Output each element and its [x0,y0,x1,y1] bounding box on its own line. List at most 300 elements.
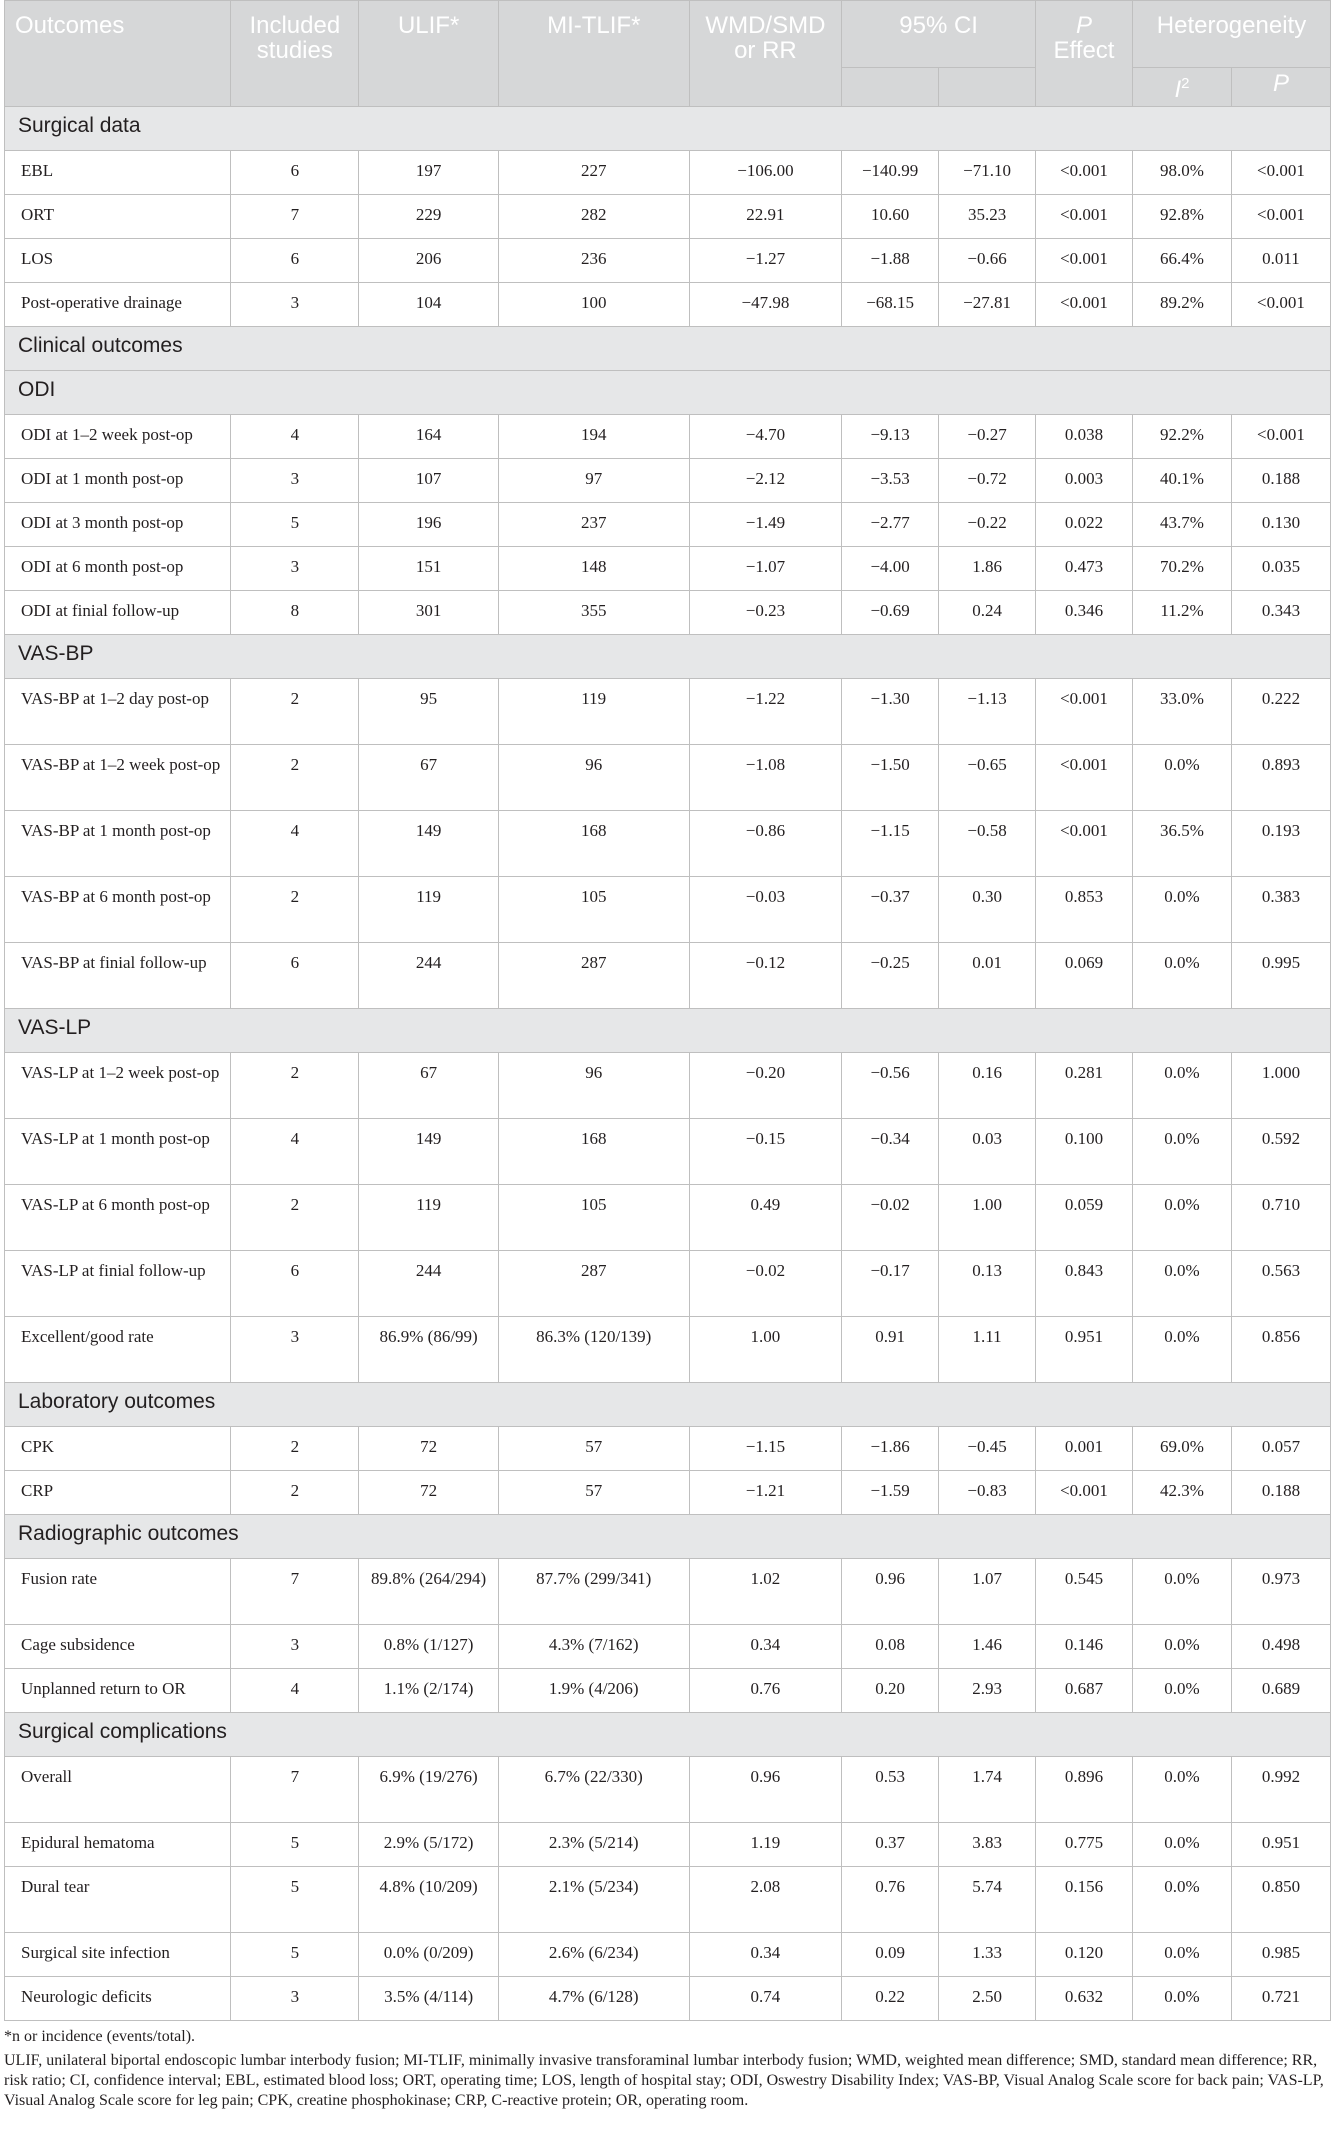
table-row [5,1625,1331,1669]
cell-p-effect: 0.156 [1036,1867,1133,1933]
cell-ulif: 4.8% (10/209) [359,1867,498,1933]
cell-ci-low: −68.15 [842,283,939,327]
cell-included-studies: 7 [231,195,359,239]
cell-p-heterogeneity: 0.850 [1231,1867,1330,1933]
cell-ci-high: 1.46 [939,1625,1036,1669]
cell-ci-low: −1.30 [842,679,939,745]
cell-outcome: ODI at 3 month post-op [5,503,231,547]
cell-p-heterogeneity: 0.563 [1231,1251,1330,1317]
cell-included-studies: 3 [231,283,359,327]
cell-i2: 0.0% [1132,1977,1231,2021]
cell-effect: −0.86 [689,811,841,877]
cell-ci-high: −0.72 [939,459,1036,503]
cell-mi-tlif: 119 [498,679,689,745]
cell-effect: −0.15 [689,1119,841,1185]
cell-p-heterogeneity: 0.893 [1231,745,1330,811]
cell-p-effect: 0.632 [1036,1977,1133,2021]
cell-ci-low: 0.76 [842,1867,939,1933]
table-row [5,459,1331,503]
cell-outcome: VAS-BP at 1 month post-op [5,811,231,877]
cell-ulif: 72 [359,1427,498,1471]
cell-p-effect: <0.001 [1036,239,1133,283]
cell-outcome: VAS-BP at 6 month post-op [5,877,231,943]
cell-included-studies: 6 [231,151,359,195]
cell-i2: 0.0% [1132,745,1231,811]
cell-i2: 0.0% [1132,877,1231,943]
cell-effect: 1.02 [689,1559,841,1625]
table-row [5,1427,1331,1471]
cell-i2: 0.0% [1132,1823,1231,1867]
table-row [5,1053,1331,1119]
cell-p-heterogeneity: 0.035 [1231,547,1330,591]
cell-ulif: 119 [359,877,498,943]
cell-ci-low: 0.20 [842,1669,939,1713]
header-i2-label: I [1174,76,1182,103]
cell-included-studies: 3 [231,1977,359,2021]
cell-included-studies: 3 [231,459,359,503]
cell-outcome: Dural tear [5,1867,231,1933]
header-included-studies: Included studies [231,1,359,107]
cell-effect: −1.21 [689,1471,841,1515]
cell-i2: 42.3% [1132,1471,1231,1515]
cell-outcome: Unplanned return to OR [5,1669,231,1713]
cell-included-studies: 6 [231,943,359,1009]
cell-ci-low: 0.91 [842,1317,939,1383]
cell-ulif: 1.1% (2/174) [359,1669,498,1713]
cell-outcome: LOS [5,239,231,283]
cell-ci-low: −0.69 [842,591,939,635]
header-p-effect-p: P [1076,12,1093,39]
cell-ulif: 67 [359,1053,498,1119]
cell-included-studies: 4 [231,1669,359,1713]
cell-ci-low: −0.34 [842,1119,939,1185]
cell-ci-low: −0.17 [842,1251,939,1317]
cell-mi-tlif: 105 [498,877,689,943]
cell-mi-tlif: 236 [498,239,689,283]
cell-included-studies: 6 [231,239,359,283]
cell-p-effect: 0.146 [1036,1625,1133,1669]
cell-mi-tlif: 57 [498,1471,689,1515]
cell-outcome: VAS-BP at 1–2 day post-op [5,679,231,745]
cell-ci-low: 0.53 [842,1757,939,1823]
table-row [5,503,1331,547]
cell-included-studies: 3 [231,1625,359,1669]
cell-outcome: VAS-BP at finial follow-up [5,943,231,1009]
cell-p-effect: 0.853 [1036,877,1133,943]
cell-ulif: 149 [359,811,498,877]
cell-p-heterogeneity: <0.001 [1231,195,1330,239]
cell-ci-high: 2.93 [939,1669,1036,1713]
cell-p-effect: 0.003 [1036,459,1133,503]
cell-mi-tlif: 168 [498,811,689,877]
cell-included-studies: 8 [231,591,359,635]
section-row [5,327,1331,371]
cell-p-heterogeneity: 0.222 [1231,679,1330,745]
header-outcomes: Outcomes [5,1,231,107]
header-ci: 95% CI [842,1,1036,68]
section-label: Surgical complications [5,1713,1331,1757]
cell-ci-low: 0.37 [842,1823,939,1867]
cell-ci-high: 1.00 [939,1185,1036,1251]
cell-p-effect: 0.545 [1036,1559,1133,1625]
cell-p-heterogeneity: 0.011 [1231,239,1330,283]
cell-i2: 0.0% [1132,1119,1231,1185]
header-p-effect-effect: Effect [1053,37,1115,64]
cell-ci-low: −1.50 [842,745,939,811]
cell-p-heterogeneity: 0.498 [1231,1625,1330,1669]
cell-i2: 0.0% [1132,1559,1231,1625]
cell-p-effect: 0.059 [1036,1185,1133,1251]
cell-ulif: 2.9% (5/172) [359,1823,498,1867]
cell-ulif: 104 [359,283,498,327]
cell-mi-tlif: 1.9% (4/206) [498,1669,689,1713]
cell-ulif: 0.0% (0/209) [359,1933,498,1977]
cell-p-heterogeneity: 0.992 [1231,1757,1330,1823]
cell-effect: −1.08 [689,745,841,811]
cell-p-effect: 0.069 [1036,943,1133,1009]
cell-p-effect: 0.001 [1036,1427,1133,1471]
cell-mi-tlif: 4.3% (7/162) [498,1625,689,1669]
cell-p-heterogeneity: 0.721 [1231,1977,1330,2021]
cell-ulif: 3.5% (4/114) [359,1977,498,2021]
cell-included-studies: 2 [231,745,359,811]
cell-ulif: 206 [359,239,498,283]
table-row [5,1977,1331,2021]
cell-ci-high: 2.50 [939,1977,1036,2021]
table-row [5,283,1331,327]
cell-ci-low: −0.25 [842,943,939,1009]
cell-ci-high: 0.30 [939,877,1036,943]
cell-i2: 69.0% [1132,1427,1231,1471]
cell-ci-high: −27.81 [939,283,1036,327]
cell-outcome: EBL [5,151,231,195]
cell-included-studies: 3 [231,547,359,591]
cell-included-studies: 2 [231,1053,359,1119]
cell-i2: 0.0% [1132,1933,1231,1977]
table-row [5,415,1331,459]
table-row [5,1757,1331,1823]
cell-ci-low: −1.86 [842,1427,939,1471]
cell-i2: 0.0% [1132,1185,1231,1251]
cell-p-heterogeneity: 0.188 [1231,1471,1330,1515]
table-row [5,1251,1331,1317]
cell-i2: 36.5% [1132,811,1231,877]
cell-mi-tlif: 4.7% (6/128) [498,1977,689,2021]
cell-outcome: CRP [5,1471,231,1515]
cell-p-heterogeneity: 0.188 [1231,459,1330,503]
cell-outcome: ODI at 1–2 week post-op [5,415,231,459]
cell-ci-high: 3.83 [939,1823,1036,1867]
cell-p-effect: 0.120 [1036,1933,1133,1977]
table-row [5,547,1331,591]
cell-i2: 43.7% [1132,503,1231,547]
cell-mi-tlif: 96 [498,745,689,811]
cell-i2: 33.0% [1132,679,1231,745]
cell-mi-tlif: 355 [498,591,689,635]
cell-ci-high: 1.86 [939,547,1036,591]
header-p: P [1231,68,1330,107]
cell-ci-high: 1.33 [939,1933,1036,1977]
cell-ci-high: −0.66 [939,239,1036,283]
section-label: VAS-BP [5,635,1331,679]
cell-outcome: ODI at 6 month post-op [5,547,231,591]
cell-ci-low: −4.00 [842,547,939,591]
cell-mi-tlif: 2.6% (6/234) [498,1933,689,1977]
table-row [5,679,1331,745]
cell-ci-low: 0.08 [842,1625,939,1669]
cell-included-studies: 7 [231,1559,359,1625]
section-row [5,371,1331,415]
cell-p-effect: 0.022 [1036,503,1133,547]
cell-ulif: 196 [359,503,498,547]
table-row [5,1119,1331,1185]
cell-i2: 89.2% [1132,283,1231,327]
cell-p-effect: 0.100 [1036,1119,1133,1185]
cell-effect: −1.27 [689,239,841,283]
cell-ci-high: 0.16 [939,1053,1036,1119]
cell-ci-high: 35.23 [939,195,1036,239]
outcomes-table [4,0,1331,2021]
cell-i2: 0.0% [1132,1867,1231,1933]
cell-p-heterogeneity: 0.057 [1231,1427,1330,1471]
header-i2-sup: 2 [1181,75,1190,92]
cell-ulif: 149 [359,1119,498,1185]
cell-effect: 0.74 [689,1977,841,2021]
cell-outcome: ODI at 1 month post-op [5,459,231,503]
cell-ci-low: 10.60 [842,195,939,239]
cell-mi-tlif: 148 [498,547,689,591]
cell-p-heterogeneity: 1.000 [1231,1053,1330,1119]
cell-mi-tlif: 57 [498,1427,689,1471]
cell-outcome: Post-operative drainage [5,283,231,327]
cell-mi-tlif: 105 [498,1185,689,1251]
cell-p-effect: 0.843 [1036,1251,1133,1317]
cell-outcome: Surgical site infection [5,1933,231,1977]
cell-ulif: 72 [359,1471,498,1515]
cell-included-studies: 2 [231,1185,359,1251]
cell-p-heterogeneity: 0.689 [1231,1669,1330,1713]
footnote-abbreviations: ULIF, unilateral biportal endoscopic lumbar interbody fusion; MI-TLIF, minimally invasive transforaminal lumbar interbody fusion; WMD, weighted mean difference; SMD, standard mean difference; RR, risk ratio; CI, confidence interval; EBL, estimated blood loss; ORT, operating time; LOS, length of hospital stay; ODI, Oswestry Disability Index; VAS-BP, Visual Analog Scale score for back pain; VAS-LP, Visual Analog Scale score for leg pain; CPK, creatine phosphokinase; CRP, C-reactive protein; OR, operating room. [4,2052,1324,2109]
cell-p-effect: <0.001 [1036,811,1133,877]
cell-ulif: 119 [359,1185,498,1251]
cell-effect: 2.08 [689,1867,841,1933]
cell-effect: −0.02 [689,1251,841,1317]
cell-p-effect: <0.001 [1036,679,1133,745]
cell-ulif: 107 [359,459,498,503]
cell-outcome: VAS-LP at finial follow-up [5,1251,231,1317]
cell-ci-high: −0.83 [939,1471,1036,1515]
cell-ci-low: 0.96 [842,1559,939,1625]
cell-i2: 0.0% [1132,1053,1231,1119]
cell-ulif: 229 [359,195,498,239]
cell-ulif: 151 [359,547,498,591]
cell-effect: 22.91 [689,195,841,239]
header-mi-tlif: MI-TLIF* [498,1,689,107]
cell-ci-low: 0.22 [842,1977,939,2021]
cell-p-effect: 0.896 [1036,1757,1133,1823]
cell-p-heterogeneity: 0.592 [1231,1119,1330,1185]
cell-ci-high: −0.65 [939,745,1036,811]
cell-ci-low: −9.13 [842,415,939,459]
cell-outcome: Cage subsidence [5,1625,231,1669]
cell-outcome: VAS-LP at 1 month post-op [5,1119,231,1185]
header-wmd: WMD/SMD or RR [689,1,841,107]
cell-i2: 70.2% [1132,547,1231,591]
header-ulif: ULIF* [359,1,498,107]
cell-included-studies: 5 [231,1933,359,1977]
section-label: VAS-LP [5,1009,1331,1053]
cell-included-studies: 7 [231,1757,359,1823]
cell-ci-high: −0.27 [939,415,1036,459]
cell-p-heterogeneity: 0.995 [1231,943,1330,1009]
cell-p-heterogeneity: 0.951 [1231,1823,1330,1867]
cell-included-studies: 4 [231,1119,359,1185]
cell-ulif: 197 [359,151,498,195]
cell-outcome: Overall [5,1757,231,1823]
cell-p-effect: 0.473 [1036,547,1133,591]
cell-outcome: Fusion rate [5,1559,231,1625]
cell-outcome: CPK [5,1427,231,1471]
cell-mi-tlif: 282 [498,195,689,239]
cell-p-effect: 0.687 [1036,1669,1133,1713]
cell-p-heterogeneity: 0.343 [1231,591,1330,635]
cell-p-heterogeneity: 0.193 [1231,811,1330,877]
table-body [5,107,1331,2021]
cell-ci-high: −0.22 [939,503,1036,547]
section-label: Laboratory outcomes [5,1383,1331,1427]
cell-ci-low: −0.37 [842,877,939,943]
cell-p-heterogeneity: <0.001 [1231,415,1330,459]
cell-effect: −2.12 [689,459,841,503]
cell-ci-low: −2.77 [842,503,939,547]
cell-effect: −0.23 [689,591,841,635]
cell-i2: 98.0% [1132,151,1231,195]
table-row [5,151,1331,195]
table-row [5,877,1331,943]
table-row [5,1823,1331,1867]
table-row [5,745,1331,811]
header-p-effect [1036,1,1133,107]
cell-ci-low: −1.15 [842,811,939,877]
cell-ci-low: −0.02 [842,1185,939,1251]
cell-ci-low: −3.53 [842,459,939,503]
cell-outcome: Neurologic deficits [5,1977,231,2021]
cell-included-studies: 5 [231,1823,359,1867]
cell-effect: −0.20 [689,1053,841,1119]
cell-included-studies: 5 [231,503,359,547]
cell-i2: 66.4% [1132,239,1231,283]
cell-ci-high: −1.13 [939,679,1036,745]
cell-effect: 0.34 [689,1933,841,1977]
cell-outcome: Epidural hematoma [5,1823,231,1867]
cell-ci-high: −0.45 [939,1427,1036,1471]
cell-outcome: VAS-BP at 1–2 week post-op [5,745,231,811]
cell-p-effect: <0.001 [1036,195,1133,239]
cell-p-effect: 0.038 [1036,415,1133,459]
cell-ulif: 67 [359,745,498,811]
table-footnotes [4,2021,1329,2111]
section-row [5,635,1331,679]
header-ci-high [939,68,1036,107]
cell-p-heterogeneity: 0.383 [1231,877,1330,943]
cell-included-studies: 2 [231,1427,359,1471]
cell-outcome: ORT [5,195,231,239]
cell-ci-high: 0.24 [939,591,1036,635]
cell-ci-low: −0.56 [842,1053,939,1119]
cell-included-studies: 6 [231,1251,359,1317]
cell-included-studies: 2 [231,1471,359,1515]
cell-effect: −1.15 [689,1427,841,1471]
cell-ulif: 301 [359,591,498,635]
cell-ulif: 89.8% (264/294) [359,1559,498,1625]
cell-mi-tlif: 2.1% (5/234) [498,1867,689,1933]
cell-ci-high: 1.11 [939,1317,1036,1383]
footnote-star: *n or incidence (events/total). [4,2028,196,2045]
cell-ci-low: −1.88 [842,239,939,283]
cell-mi-tlif: 194 [498,415,689,459]
cell-p-effect: 0.951 [1036,1317,1133,1383]
cell-ulif: 244 [359,943,498,1009]
cell-ulif: 95 [359,679,498,745]
table-row [5,591,1331,635]
cell-i2: 0.0% [1132,1317,1231,1383]
section-row [5,107,1331,151]
cell-i2: 0.0% [1132,1669,1231,1713]
cell-effect: 1.19 [689,1823,841,1867]
cell-p-heterogeneity: 0.985 [1231,1933,1330,1977]
cell-mi-tlif: 287 [498,943,689,1009]
table-row [5,1559,1331,1625]
cell-effect: −1.49 [689,503,841,547]
cell-mi-tlif: 96 [498,1053,689,1119]
cell-mi-tlif: 86.3% (120/139) [498,1317,689,1383]
cell-mi-tlif: 97 [498,459,689,503]
section-row [5,1515,1331,1559]
header-heterogeneity: Heterogeneity [1132,1,1330,68]
table-row [5,239,1331,283]
cell-effect: 0.96 [689,1757,841,1823]
cell-mi-tlif: 168 [498,1119,689,1185]
cell-p-heterogeneity: <0.001 [1231,151,1330,195]
cell-ci-high: 1.07 [939,1559,1036,1625]
section-row [5,1713,1331,1757]
header-ci-low [842,68,939,107]
cell-i2: 0.0% [1132,943,1231,1009]
section-label: Clinical outcomes [5,327,1331,371]
cell-p-effect: 0.281 [1036,1053,1133,1119]
cell-effect: 0.49 [689,1185,841,1251]
cell-effect: −1.22 [689,679,841,745]
cell-ulif: 244 [359,1251,498,1317]
cell-mi-tlif: 237 [498,503,689,547]
cell-mi-tlif: 6.7% (22/330) [498,1757,689,1823]
section-row [5,1383,1331,1427]
cell-effect: −0.12 [689,943,841,1009]
cell-i2: 0.0% [1132,1251,1231,1317]
cell-i2: 0.0% [1132,1757,1231,1823]
cell-effect: 0.34 [689,1625,841,1669]
cell-ci-low: −1.59 [842,1471,939,1515]
cell-i2: 92.8% [1132,195,1231,239]
cell-included-studies: 4 [231,811,359,877]
cell-p-effect: <0.001 [1036,283,1133,327]
cell-included-studies: 2 [231,679,359,745]
cell-effect: 1.00 [689,1317,841,1383]
header-i2 [1132,68,1231,107]
table-row [5,811,1331,877]
cell-p-effect: <0.001 [1036,1471,1133,1515]
cell-mi-tlif: 87.7% (299/341) [498,1559,689,1625]
